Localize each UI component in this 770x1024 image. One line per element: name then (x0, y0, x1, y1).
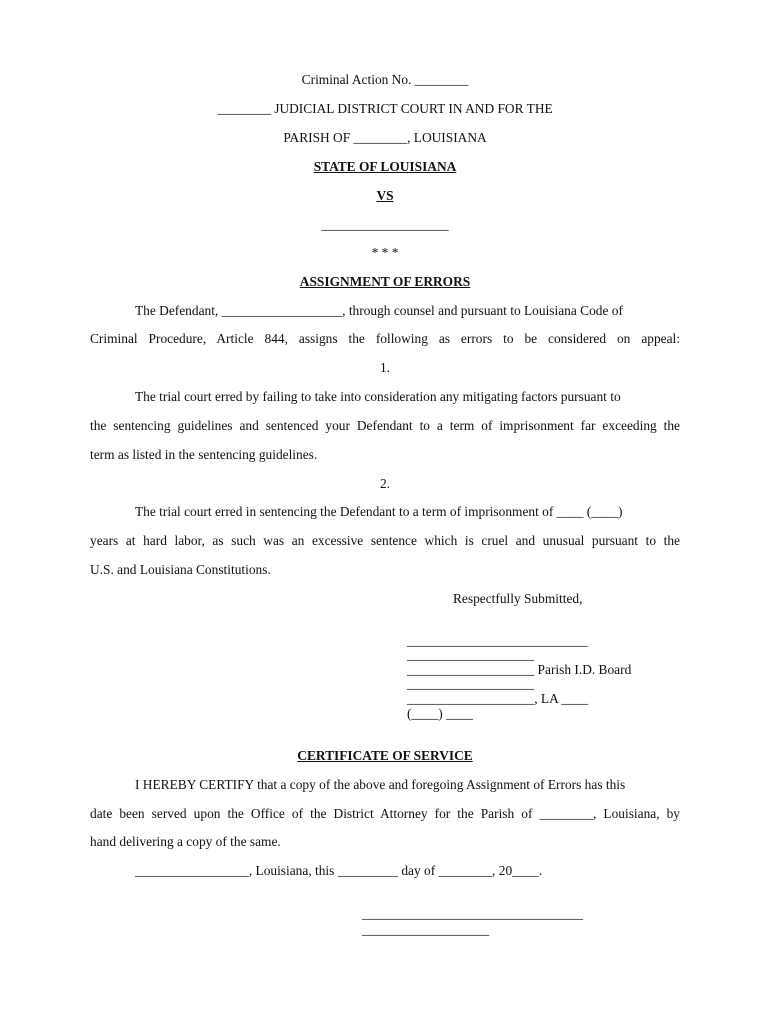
error-2-line-3: U.S. and Louisiana Constitutions. (90, 562, 271, 577)
section-separator: * * * (371, 245, 399, 260)
signature-line-4: ___________________ (407, 676, 535, 691)
certificate-signature-line-1: _________________________________ (362, 906, 583, 921)
assignment-title: ASSIGNMENT OF ERRORS (299, 274, 471, 289)
court-name: ________ JUDICIAL DISTRICT COURT IN AND FOR THE (217, 101, 553, 116)
signature-line-3: ___________________ Parish I.D. Board (407, 662, 632, 677)
intro-line-1: The Defendant, __________________, through counsel and pursuant to Louisiana Code of (135, 303, 623, 318)
error-1-line-1: The trial court erred by failing to take into consideration any mitigating factors pursuant to (135, 389, 621, 404)
error-1-number: 1. (379, 360, 391, 375)
parish-line: PARISH OF ________, LOUISIANA (283, 130, 487, 145)
respectfully-submitted: Respectfully Submitted, (453, 591, 583, 606)
signature-line-2: ___________________ (407, 647, 535, 662)
signature-line-6: (____) ____ (407, 706, 473, 721)
certificate-dateline: _________________, Louisiana, this _________ day of ________, 20____. (135, 863, 543, 878)
error-1-line-2: the sentencing guidelines and sentenced your Defendant to a term of imprisonment far exceeding the (90, 418, 680, 433)
error-2-line-2: years at hard labor, as such was an excessive sentence which is cruel and unusual pursuant to the (90, 533, 680, 548)
signature-line-5: ___________________, LA ____ (407, 691, 589, 706)
state-caption: STATE OF LOUISIANA (313, 159, 457, 174)
criminal-action-number: Criminal Action No. ________ (301, 72, 469, 87)
certificate-title: CERTIFICATE OF SERVICE (297, 748, 473, 763)
error-2-line-1: The trial court erred in sentencing the Defendant to a term of imprisonment of ____ (____) (135, 504, 623, 519)
certificate-line-1: I HEREBY CERTIFY that a copy of the above and foregoing Assignment of Errors has this (135, 777, 626, 792)
defendant-name-blank: ___________________ (321, 217, 449, 232)
versus-caption: VS (376, 188, 394, 203)
certificate-line-3: hand delivering a copy of the same. (90, 834, 281, 849)
certificate-line-2: date been served upon the Office of the District Attorney for the Parish of ________, Louisiana, by (90, 806, 680, 821)
certificate-signature-line-2: ___________________ (362, 922, 490, 937)
error-1-line-3: term as listed in the sentencing guidelines. (90, 447, 318, 462)
error-2-number: 2. (379, 476, 391, 491)
intro-line-2: Criminal Procedure, Article 844, assigns the following as errors to be considered on appeal: (90, 331, 680, 346)
signature-line-1: ___________________________ (407, 633, 588, 648)
